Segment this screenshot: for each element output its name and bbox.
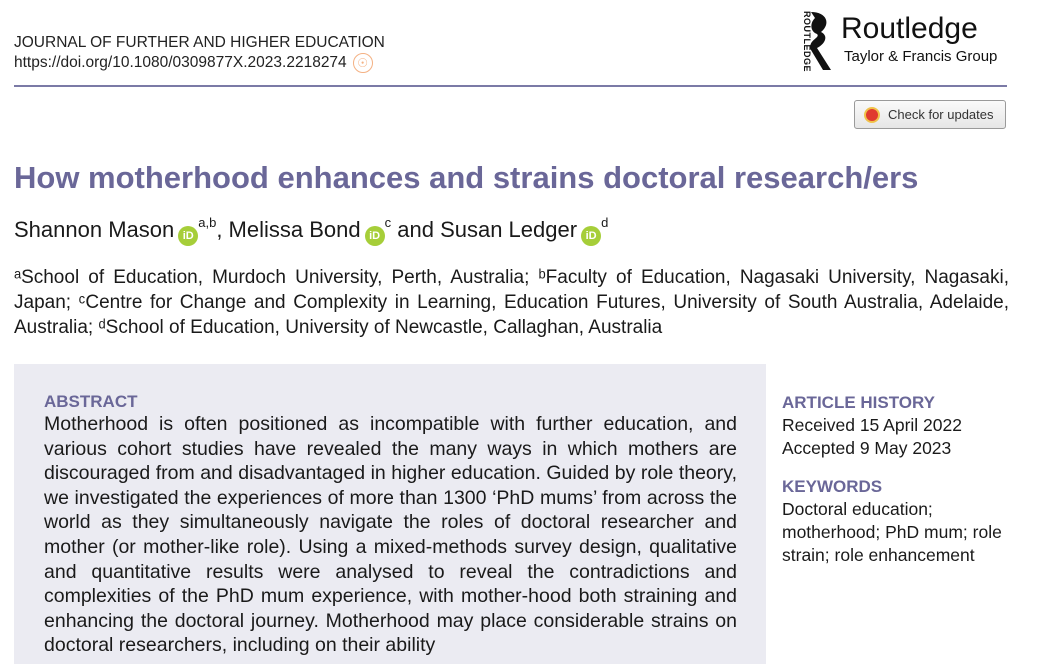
publisher-group: Taylor & Francis Group	[844, 48, 998, 65]
orcid-icon[interactable]: iD	[365, 226, 385, 246]
routledge-mark-icon	[803, 10, 833, 72]
affiliations: ᵃSchool of Education, Murdoch University, Perth, Australia; ᵇFaculty of Education, Nagasaki University, Nagasaki, Japan; ᶜCentre for Change and Complexity in Learning, Education Futures, University of South Australia, Adelaide, Australia; ᵈSchool of Education, University of Newcastle, Callaghan, Australia	[14, 267, 1009, 338]
article-history-heading: ARTICLE HISTORY	[782, 393, 936, 412]
abstract-text: Motherhood is often positioned as incompatible with further education, and various cohort studies have revealed the many ways in which mothers are discouraged from and disadvantaged in higher education. Guided by role theory, we investigated the experiences of more than 1300 ‘PhD mums’ from across the world as they simultaneously navigate the roles of doctoral researcher and mother (or mother-like role). Using a mixed-methods survey design, qualitative and quantitative results were analysed to reveal the contradictions and complexities of the PhD mum experience, with mother-hood both straining and enhancing the doctoral journey. Motherhood may place considerable strains on doctoral researchers, including on their ability	[44, 413, 737, 657]
check-for-updates-label: Check for updates	[888, 107, 994, 122]
keywords-text: Doctoral education; motherhood; PhD mum; role strain; role enhancement	[782, 499, 1002, 565]
crossmark-icon	[864, 107, 880, 123]
orcid-icon[interactable]: iD	[178, 226, 198, 246]
author-affil-marker: c	[384, 215, 392, 230]
author-affil-marker: d	[601, 215, 609, 230]
author-name[interactable]: Melissa Bond	[228, 217, 361, 242]
article-title: How motherhood enhances and strains doctoral research/ers	[14, 160, 919, 195]
author-list	[14, 215, 608, 246]
journal-header	[14, 33, 385, 73]
check-for-updates-button[interactable]	[854, 100, 1006, 129]
doi-link[interactable]: https://doi.org/10.1080/0309877X.2023.2218274	[14, 54, 347, 71]
keywords-section	[782, 475, 1022, 567]
publisher-vertical-text: ROUTLEDGE	[802, 11, 812, 73]
publisher-logo	[791, 8, 1021, 72]
article-history	[782, 391, 1022, 460]
journal-name: JOURNAL OF FURTHER AND HIGHER EDUCATION	[14, 34, 385, 51]
received-date: Received 15 April 2022	[782, 415, 962, 435]
publisher-name: Routledge	[841, 12, 978, 45]
header-divider	[14, 85, 1007, 87]
author-separator: and	[391, 217, 441, 242]
author-separator: ,	[216, 217, 229, 242]
author-affil-marker: a,b	[198, 215, 217, 230]
abstract-heading: ABSTRACT	[44, 392, 138, 411]
accepted-date: Accepted 9 May 2023	[782, 438, 952, 458]
author-name[interactable]: Shannon Mason	[14, 217, 175, 242]
keywords-heading: KEYWORDS	[782, 477, 883, 496]
author-name[interactable]: Susan Ledger	[440, 217, 578, 242]
orcid-icon[interactable]: iD	[581, 226, 601, 246]
open-access-icon: ☉	[353, 53, 373, 73]
